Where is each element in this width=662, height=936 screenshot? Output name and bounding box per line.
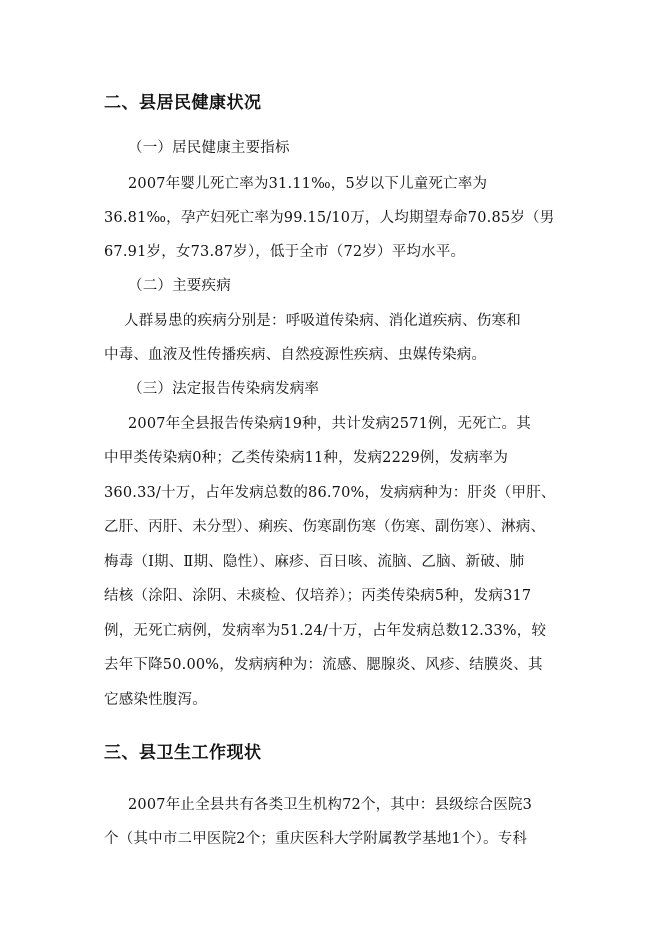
paragraph-line: 个（其中市二甲医院2个；重庆医科大学附属教学基地1个）。专科 <box>104 831 528 847</box>
subsection-title-infectious-disease-rate: （三）法定报告传染病发病率 <box>128 381 320 397</box>
paragraph-line: 中甲类传染病0种；乙类传染病11种，发病2229例，发病率为 <box>104 450 509 466</box>
paragraph-line: 中毒、血液及性传播疾病、自然疫源性疾病、虫媒传染病。 <box>104 347 487 363</box>
section-heading-health-status: 二、县居民健康状况 <box>104 93 262 113</box>
paragraph-line: 结核（涂阳、涂阴、未痰检、仅培养）；丙类传染病5种，发病317 <box>104 588 532 604</box>
paragraph-line: 360.33/十万，占年发病总数的86.70%，发病病种为：肝炎（甲肝、 <box>104 485 556 501</box>
section-heading-health-work-status: 三、县卫生工作现状 <box>104 743 262 763</box>
paragraph-line: 36.81‰，孕产妇死亡率为99.15/10万，人均期望寿命70.85岁（男 <box>104 210 555 226</box>
paragraph-line: 2007年婴儿死亡率为31.11‰，5岁以下儿童死亡率为 <box>128 176 488 192</box>
subsection-title-main-diseases: （二）主要疾病 <box>128 278 231 294</box>
paragraph-line: 2007年全县报告传染病19种，共计发病2571例，无死亡。其 <box>128 416 531 432</box>
paragraph-line: 人群易患的疾病分别是：呼吸道传染病、消化道疾病、伤寒和 <box>124 313 521 329</box>
paragraph-line: 它感染性腹泻。 <box>104 692 207 708</box>
subsection-title-health-indicators: （一）居民健康主要指标 <box>128 140 290 156</box>
paragraph-line: 去年下降50.00%，发病病种为：流感、腮腺炎、风疹、结膜炎、其 <box>104 657 543 673</box>
paragraph-line: 2007年止全县共有各类卫生机构72个，其中：县级综合医院3 <box>128 797 533 813</box>
paragraph-line: 乙肝、丙肝、未分型）、痢疾、伤寒副伤寒（伤寒、副伤寒）、淋病、 <box>104 519 546 535</box>
paragraph-line: 67.91岁，女73.87岁），低于全市（72岁）平均水平。 <box>104 244 466 260</box>
paragraph-line: 梅毒（Ⅰ期、Ⅱ期、隐性）、麻疹、百日咳、流脑、乙脑、新破、肺 <box>104 554 525 570</box>
paragraph-line: 例，无死亡病例，发病率为51.24/十万，占年发病总数12.33%，较 <box>104 623 547 639</box>
